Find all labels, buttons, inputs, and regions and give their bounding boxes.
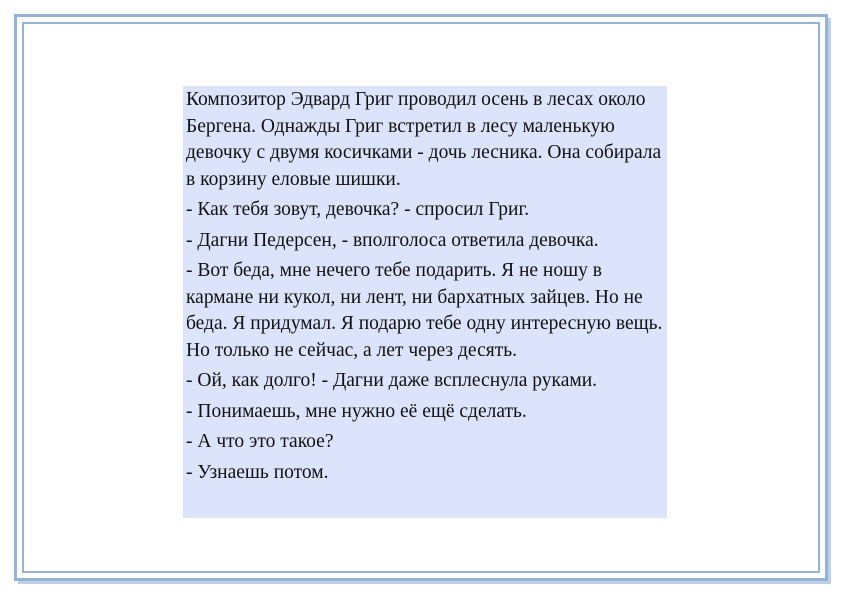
story-paragraph-question: - Как тебя зовут, девочка? - спросил Григ.: [186, 199, 530, 220]
frame-shadow-right: [828, 18, 831, 584]
story-paragraph-exclaim: - Ой, как долго! - Дагни даже всплеснула руками.: [186, 370, 598, 391]
frame-shadow-bottom: [18, 581, 831, 584]
story-paragraph-intro: Композитор Эдвард Григ проводил осень в лесах около Бергена. Однажды Григ встретил в лесу маленькую девочку с двумя косичками - дочь лесника. Она собирала в корзину еловые шишки.: [186, 89, 662, 190]
story-paragraph-what: - А что это такое?: [186, 431, 334, 452]
story-paragraph-later: - Узнаешь потом.: [186, 461, 329, 483]
story-paragraph-explain: - Понимаешь, мне нужно её ещё сделать.: [186, 400, 527, 422]
story-paragraph-promise: - Вот беда, мне нечего тебе подарить. Я не ношу в кармане ни кукол, ни лент, ни бархатных зайцев. Но не беда. Я придумал. Я подарю тебе одну интересную вещь. Но только не сейчас, а лет через десять.: [186, 260, 663, 361]
story-text-box: [183, 86, 667, 518]
story-paragraph-answer: - Дагни Педерсен, - вполголоса ответила девочка.: [186, 229, 599, 251]
